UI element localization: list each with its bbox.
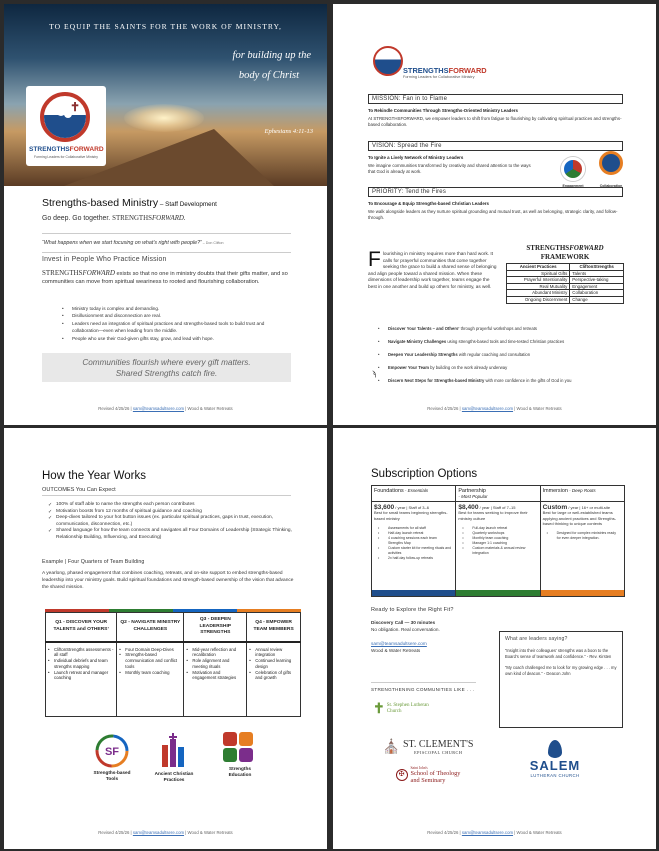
- hero-image: [4, 4, 327, 186]
- hero-motto: TO EQUIP THE SAINTS FOR THE WORK OF MINISTRY,: [49, 22, 282, 31]
- sunset-glow: [124, 104, 204, 132]
- church-icon: ⛪: [382, 738, 400, 754]
- list-item: • Monthly team coaching: [462, 536, 536, 541]
- list-item: • Deepen Your Leadership Strengths with regular coaching and consultation: [378, 352, 628, 358]
- hero-motto-line2: for building up the: [232, 50, 311, 61]
- testimonial: “My coach challenged me to look for my growing edge . . . my own kind of deacon.” - Deacon John: [505, 665, 617, 676]
- divider: [42, 233, 291, 234]
- testimonials-heading: What are leaders saying?: [505, 636, 568, 642]
- subscription-table: [371, 485, 625, 597]
- page-title: How the Year Works: [42, 470, 146, 482]
- table-row: Spiritual Gifts Talents: [507, 270, 624, 277]
- list-item: • Leaders need an integration of spiritual practices and strengths-based tools to build trust and collaboration—even when leading from the middle.: [62, 320, 290, 335]
- sf-circle-icon: [95, 734, 129, 768]
- priority-heading: PRIORITY: Tend the Fires: [368, 187, 623, 197]
- list-item: • Discern Next Steps for Strengths-based Ministry with more confidence in the gifts of God in you: [378, 378, 628, 384]
- page-footer: Revised 4/25/26 | sam@teamsadultsere.com | Wood & Water Retreats: [427, 406, 562, 411]
- testimonials-box: [499, 631, 623, 728]
- list-item: • Full-day launch retreat: [462, 526, 536, 531]
- list-item: • Assessments for all staff: [378, 526, 452, 531]
- collaboration-icon: [599, 151, 623, 175]
- plan-immersion: Immersion - Deep Roots Custom / year | 16+ or multi-site Best for large or well-established teams applying ancient practices and Strengths-based thinking to unique contexts • Designed for complex ministries ready for even deeper integration.: [541, 486, 624, 596]
- framework-header: CliftonStrengths: [570, 264, 624, 271]
- list-item: • Half-day launch retreat: [378, 531, 452, 536]
- engagement-icon: [561, 157, 585, 181]
- list-item: • 4 coaching sessions each team Strengths Map: [378, 536, 452, 546]
- list-item: • Designed for complex ministries ready for even deeper integration.: [547, 531, 621, 541]
- list-item: • Quarterly workshops: [462, 531, 536, 536]
- offerings-list: [378, 326, 628, 391]
- list-item: • 2x half-day follow-up retreats: [378, 556, 452, 561]
- list-item: • Empower Your Team by building on the work already underway: [378, 365, 628, 371]
- page-2: [333, 4, 656, 425]
- contact-email-link[interactable]: sam@teamsadultsere.com: [371, 641, 427, 646]
- vision-block: VISION: Spread the Fire To Ignite a Lively Network of Ministry Leaders We imagine communities transformed by creativity and shared attention to the ways that God is already at work.: [368, 141, 623, 176]
- framework-title: STRENGTHSFORWARD FRAMEWORK: [526, 244, 604, 261]
- outcomes-heading: OUTCOMES You Can Expect: [42, 487, 116, 493]
- svg-text:SF: SF: [104, 746, 120, 758]
- table-row: Abundant Ministry Collaboration: [507, 290, 624, 297]
- divider: [42, 495, 291, 496]
- list-item: ✓ Motivation boosts from 12 months of spiritual guidance and coaching: [48, 509, 294, 516]
- strengths-education-logo: Strengths Education: [210, 730, 270, 778]
- quarter-header: Q3 - DEEPEN LEADERSHIP STRENGTHS: [184, 613, 247, 642]
- page-1: [4, 4, 327, 425]
- logo-wordmark: STRENGTHSFORWARD: [403, 66, 487, 75]
- list-item: • Ministry today is complex and demanding.: [62, 305, 290, 312]
- cross-icon: ✝: [373, 700, 385, 716]
- example-heading: Example | Four Quarters of Team Building: [42, 559, 145, 565]
- list-item: • Disillusionment and disconnection are real.: [62, 312, 290, 319]
- page-footer: Revised 4/25/26 | sam@teamsadultsere.com | Wood & Water Retreats: [98, 406, 233, 411]
- quarter-header: Q1 - DISCOVER YOUR TALENTS and OTHERS’: [46, 613, 117, 642]
- flame-icon: [548, 740, 562, 758]
- logo-tagline: Forming Leaders for Collaborative Ministry: [403, 75, 475, 79]
- list-item: • Manager 1:1 coaching: [462, 541, 536, 546]
- vision-heading: VISION: Spread the Fire: [368, 141, 623, 151]
- puzzle-pieces-icon: [221, 730, 259, 764]
- plan-color-bar: [541, 590, 624, 596]
- plan-partnership: Partnership - Most Popular $8,400 / year | Staff of 7–15 Best for teams seeking to improve their ministry culture • Full-day launch retreat • Quarterly workshops • Monthly team coaching • Manager 1:1 coaching • Custom materials & annual review integration: [456, 486, 540, 596]
- quarter-header: Q4 - EMPOWER TEAM MEMBERS: [247, 613, 301, 642]
- list-item: • Custom materials & annual review integration: [462, 546, 536, 556]
- communities-heading: STRENGTHENING COMMUNITIES LIKE . . .: [371, 687, 475, 692]
- quote: “What happens when we start focusing on what’s right with people?” – Don Clifton: [42, 240, 224, 246]
- cta-heading: Ready to Explore the Right Fit?: [371, 607, 454, 613]
- saint-johns-logo: ✠ Saint John's School of Theology and Seminary: [373, 766, 483, 784]
- seal-icon: ✠: [396, 769, 408, 781]
- st-clements-logo: ⛪ ST. CLEMENT'S EPISCOPAL CHURCH: [382, 738, 474, 755]
- priority-block: PRIORITY: Tend the Fires To Encourage & Equip Strengths-based Christian Leaders We walk alongside leaders as they nurture spiritual grounding and mutual trust, as well as belonging, strategic clarity, and follow-through.: [368, 187, 623, 222]
- mission-heading: MISSION: Fan in to Flame: [368, 94, 623, 104]
- salem-logo: SALEM LUTHERAN CHURCH: [515, 740, 595, 778]
- callout-banner: Communities flourish where every gift matters. Shared Strengths catch fire.: [42, 353, 291, 382]
- flourishing-paragraph: Flourishing in ministry requires more than hard work. It calls for prayerful communities that come together seeking the grace to build a shared sense of belonging and align people toward a shared mission. When these dimensions of leadership work together, teams engage the best in one another and build up others for ministry, as well.: [368, 248, 497, 289]
- list-item: • Custom starter kit for meeting rituals and activities: [378, 546, 452, 556]
- hero-motto-line3: body of Christ: [238, 70, 299, 81]
- quarters-table: [45, 612, 301, 717]
- framework-table: [506, 244, 624, 304]
- page-title: Subscription Options: [371, 468, 478, 480]
- quarter-cell: • Mid-year reflection and recalibration • Role alignment and meeting rituals • Motivation and engagement strategies: [184, 642, 247, 717]
- page-3: [4, 428, 327, 849]
- page-footer: Revised 4/25/26 | sam@teamsadultsere.com | Wood & Water Retreats: [98, 830, 233, 835]
- drop-cap: F: [368, 248, 381, 271]
- page-4: [333, 428, 656, 849]
- strengthsforward-logo: [373, 44, 493, 86]
- section-heading: Invest in People Who Practice Mission: [42, 256, 167, 263]
- footer-email-link[interactable]: sam@teamsadultsere.com: [132, 830, 185, 835]
- table-row: Prayerful Intentionality Perspective-taking: [507, 277, 624, 284]
- hero-scripture: Ephesians 4:11-13: [264, 128, 313, 135]
- page-footer: Revised 4/25/26 | sam@teamsadultsere.com | Wood & Water Retreats: [427, 830, 562, 835]
- cross-church-icon: [158, 733, 190, 769]
- plan-foundations: Foundations - Essentials $3,600 / year | Staff of 3–6 Best for small teams beginning strengths-based ministry • Assessments for all staff • Half-day launch retreat • 4 coaching sessions each team Strengths Map • Custom starter kit for meeting rituals and activities • 2x half-day follow-up retreats: [372, 486, 456, 596]
- page-title: Strengths-based Ministry – Staff Development: [42, 197, 217, 209]
- collaboration-label: Collaboration: [599, 184, 623, 188]
- list-item: • Navigate Ministry Challenges using strengths-based tools and time-tested Christian practices: [378, 339, 628, 345]
- quarter-cell: • Annual review integration • Continued learning design • Celebration of gifts and growth: [247, 642, 301, 717]
- logo-emblem: [373, 46, 403, 76]
- cross-icon: ✝: [69, 100, 80, 114]
- list-item: • People who use their God-given gifts stay, grow, and lead with hope.: [62, 335, 290, 342]
- st-stephen-logo: ✝ St. Stephen Lutheran Church: [373, 700, 429, 716]
- list-item: • Discover Your Talents – and Others’ through prayerful workshops and retreats: [378, 326, 628, 332]
- list-item: ✓ Deep-dives tailored to your hot button issues (ex. particular spiritual practices, gaps in trust, execution, communication, disconnection, etc.): [48, 515, 294, 528]
- list-item: ✓ Shared language for how the team connects and navigates all Four Domains of Leadership (Strategic Thinking, Relationship Building, Influencing, and Executing): [48, 528, 294, 541]
- list-item: ✓ 100% of staff able to name the strengths each person contributes: [48, 502, 294, 509]
- table-row: Ongoing Discernment Change: [507, 296, 624, 303]
- logo-emblem: [40, 92, 90, 142]
- footer-email-link[interactable]: sam@teamsadultsere.com: [461, 830, 514, 835]
- quarter-cell: • Four Domain Deep-Dives • Strengths-based communication and conflict tools • Monthly team coaching: [117, 642, 184, 717]
- divider: [42, 252, 291, 253]
- intro-paragraph: STRENGTHSFORWARD exists so that no one in ministry doubts that their gifts matter, and so communities can move from spiritual weariness to rooted and flourishing collaboration.: [42, 269, 288, 286]
- tagline: Go deep. Go together. STRENGTHSFORWARD.: [42, 215, 186, 222]
- divider: [371, 682, 476, 683]
- footer-email-link[interactable]: sam@teamsadultsere.com: [132, 406, 185, 411]
- testimonial: “Insight into their colleagues’ strengths was a boon to the Board’s sense of teamwork and confidence.” - Rev. Kirsten: [505, 648, 612, 659]
- outcomes-list: [48, 502, 294, 542]
- ancient-practices-logo: Ancient Christian Practices: [144, 733, 204, 783]
- table-row: Real Mutuality Engagement: [507, 283, 624, 290]
- logo-tagline: Forming Leaders for Collaborative Ministry: [34, 155, 98, 159]
- plan-color-bar: [456, 590, 539, 596]
- logo-wordmark: STRENGTHSFORWARD: [29, 146, 104, 153]
- signature-mark: ϡ: [372, 371, 377, 378]
- quarter-cell: • CliftonStrengths assessments - all staff • Individual debriefs and team strengths mapping • Launch retreat and manager coaching: [46, 642, 117, 717]
- quarter-header: Q2 - NAVIGATE MINISTRY CHALLENGES: [117, 613, 184, 642]
- strengths-tools-logo: SF Strengths-based Tools: [82, 734, 142, 782]
- bullet-list: [62, 305, 290, 342]
- engagement-label: Engagement: [562, 184, 584, 188]
- strengthsforward-logo: [26, 86, 106, 166]
- footer-email-link[interactable]: sam@teamsadultsere.com: [461, 406, 514, 411]
- mission-block: MISSION: Fan in to Flame To Rekindle Communities Through Strengths-Oriented Ministry Leaders At STRENGTHSFORWARD, we empower leaders to shift from fatigue to flourishing by cultivating spiritual practices and strengths-based collaboration.: [368, 96, 622, 128]
- plan-color-bar: [372, 590, 455, 596]
- discovery-call: Discovery Call — 30 minutes No obligation. Real conversation.: [371, 620, 440, 632]
- example-paragraph: A yearlong, phased engagement that combines coaching, retreats, and on-site support to embed strengths-based leadership into your ministry goals. Build spiritual foundations and strength-based ownership of the vision that advance the shared mission.: [42, 571, 294, 590]
- framework-header: Ancient Practices: [507, 264, 570, 271]
- contact-info: sam@teamsadultsere.com Wood & Water Retreats: [371, 641, 427, 653]
